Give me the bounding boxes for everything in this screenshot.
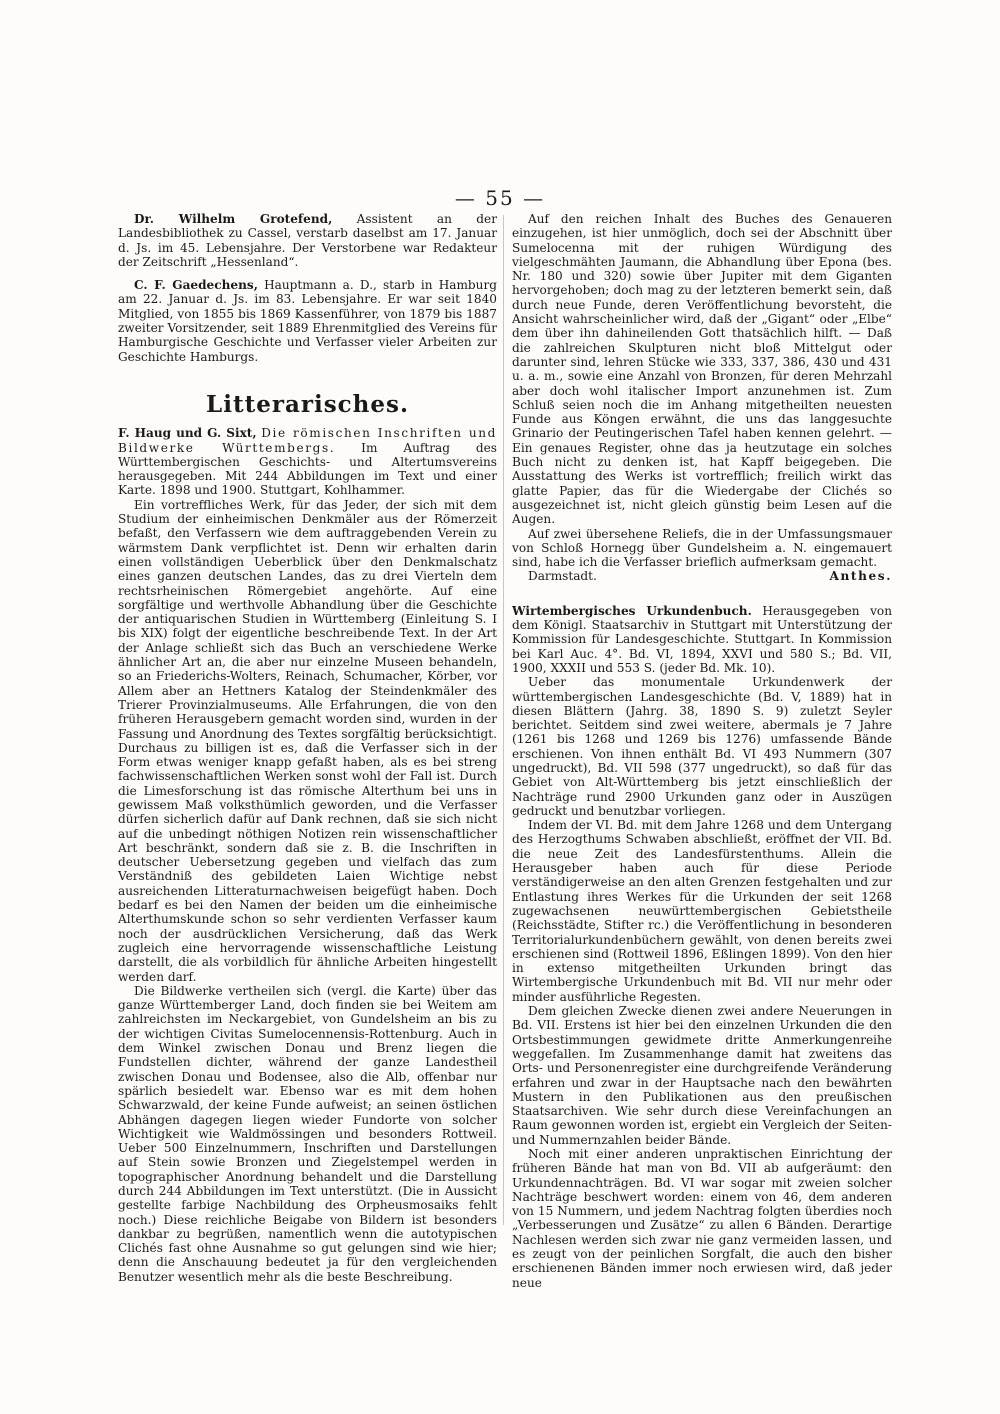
- left-column: [118, 212, 497, 1284]
- review-paragraph: Die Bildwerke vertheilen sich (vergl. die Karte) über das ganze Württemberger Land, doch finden sie bei Weitem am zahlreichsten im Neckargebiet, von Gundelsheim an bis zu der wichtigen Civitas Sumelocennensis-Rottenburg. Auch in dem Winkel zwischen Donau und Brenz liegen die Fundstellen dichter, während der ganze Landestheil zwischen Donau und Bodensee, also die Alb, offenbar nur spärlich besiedelt war. Ebenso war es mit dem hohen Schwarzwald, der keine Funde aufweist; an seinen östlichen Abhängen dagegen liegen wieder Fundorte von solcher Wichtigkeit wie Waldmössingen und besonders Rottweil. Ueber 500 Einzelnummern, Inschriften und Darstellungen auf Stein sowie Bronzen und Ziegelstempel werden in topographischer Anordnung behandelt und die Darstellung durch 244 Abbildungen im Text unterstützt. (Die in Aussicht gestellte farbige Nachbildung des Orpheusmosaiks fehlt noch.) Diese reichliche Beigabe von Bildern ist besonders dankbar zu begrüßen, namentlich wenn die autotypischen Clichés fast ohne Ausnahme so gut gelungen sind wie hier; denn die Anschauung bedeutet ja für den vergleichenden Benutzer wesentlich mehr als die beste Beschreibung.: [118, 983, 497, 1284]
- obituary-gaedechens: [118, 278, 497, 364]
- review-paragraph: Ueber das monumentale Urkundenwerk der württembergischen Landesgeschichte (Bd. V, 1889) hat in diesen Blättern (Jahrg. 38, 1890 S. 9) zuletzt Seyler berichtet. Seitdem sind zwei weitere, abermals je 7 Jahre (1261 bis 1268 und 1269 bis 1276) umfassende Bände erschienen. Von ihnen enthält Bd. VI 493 Nummern (307 ungedruckt), Bd. VII 598 (377 ungedruckt), so daß für das Gebiet von Alt-Württemberg bis jetzt einschließlich der Nachträge rund 2900 Urkunden ganz oder in Auszügen gedruckt und benutzbar vorliegen.: [512, 675, 892, 818]
- review-title: Die römischen Inschriften und Bildwerke Württembergs.: [118, 426, 497, 455]
- obituary-text: Hauptmann a. D., starb in Hamburg am 22. Januar d. Js. im 83. Lebensjahre. Er war seit 1840 Mitglied, von 1855 bis 1869 Kassenführer, von 1879 bis 1887 zweiter Vorsitzender, seit 1889 Ehrenmitglied des Vereins für Hamburgische Geschichte und Verfasser vieler Arbeiten zur Geschichte Hamburgs.: [118, 278, 497, 364]
- review-authors: F. Haug und G. Sixt,: [118, 426, 257, 441]
- review-paragraph: Dem gleichen Zwecke dienen zwei andere Neuerungen in Bd. VII. Erstens ist hier bei den einzelnen Urkunden die den Ortsbestimmungen gewidmete dritte Anmerkungenreihe weggefallen. Im Zusammenhange damit hat zweitens das Orts- und Personenregister eine durchgreifende Veränderung erfahren und zwar in der Hauptsache nach den bewährten Mustern in den Publikationen aus den preußischen Staatsarchiven. Wie sehr durch diese Vereinfachungen an Raum gewonnen worden ist, ergiebt ein Vergleich der Seiten- und Nummernzahlen beider Bände.: [512, 1004, 892, 1147]
- review-signature-row: [512, 569, 892, 583]
- review-place: Darmstadt.: [528, 569, 597, 584]
- review-paragraph: Ein vortreffliches Werk, für das Jeder, der sich mit dem Studium der einheimischen Denkmäler aus der Römerzeit befaßt, den Verfassern wie dem auftraggebenden Verein zu wärmstem Dank verpflichtet ist. Denn wir erhalten darin einen vollständigen Ueberblick über den Denkmalschatz eines ganzen deutschen Landes, das zu drei Vierteln dem rechtsrheinischen Römergebiet angehörte. Auf eine sorgfältige und werthvolle Abhandlung über die Geschichte der antiquarischen Studien in Württemberg (Einleitung S. I bis XIX) folgt der eigentliche beschreibende Text. In der Art der Anlage schließt sich das Buch an verschiedene Werke ähnlicher Art an, die aber nur einzelne Museen behandeln, so an Friederichs-Wolters, Reinach, Schumacher, Körber, vor Allem aber an Hettners Katalog der Steindenkmäler des Trierer Provinzialmuseums. Alle Erfahrungen, die von den früheren Herausgebern gemacht worden sind, wurden in der Fassung und Anordnung des Textes sorgfältig berücksichtigt. Durchaus zu billigen ist es, daß die Verfasser sich in der Form etwas weniger knapp gefaßt haben, als es bei streng fachwissenschaftlichen Werken sonst wohl der Fall ist. Durch die Limesforschung ist das römische Alterthum bei uns in gewissem Maß volksthümlich geworden, und die Verfasser dürfen sicherlich dafür auf Dank rechnen, daß sie sich nicht auf die unbedingt nöthigen Notizen rein wissenschaftlicher Art beschränkt, sondern daß sie z. B. die Inschriften in deutscher Uebersetzung gegeben und vielfach das zum Verständniß des gebildeten Laien Wichtige nebst ausreichenden Litteraturnachweisen beigefügt haben. Doch bedarf es bei den Namen der beiden um die einheimische Alterthumskunde schon so sehr verdienten Verfasser kaum noch der ausdrücklichen Versicherung, daß das Werk zugleich eine hervorragende wissenschaftliche Leistung darstellt, die als vorbildlich für ähnliche Arbeiten hingestellt werden darf.: [118, 497, 497, 984]
- right-column: [512, 212, 892, 1290]
- review-paragraph: Noch mit einer anderen unpraktischen Einrichtung der früheren Bände hat man von Bd. VII ab aufgeräumt: den Urkundennachträgen. Bd. VI war sogar mit zweien solcher Nachträge beschwert worden: einem von 46, dem anderen von 15 Nummern, und jedem Nachtrag folgten überdies noch „Verbesserungen und Zusätze“ zu allen 6 Bänden. Derartige Nachlesen werden sich zwar nie ganz vermeiden lassen, und es zeugt von der peinlichen Sorgfalt, die auch den bisher erschienenen Bänden immer noch erwiesen wird, daß jeder neue: [512, 1147, 892, 1290]
- review-biblio: Herausgegeben von dem Königl. Staatsarchiv in Stuttgart mit Unterstützung der Kommission für Landesgeschichte. Stuttgart. In Kommission bei Karl Auc. 4°. Bd. VI, 1894, XXVI und 580 S.; Bd. VII, 1900, XXXII und 553 S. (jeder Bd. Mk. 10).: [512, 603, 892, 675]
- obituary-name: C. F. Gaedechens,: [134, 278, 258, 293]
- page-number: — 55 —: [454, 186, 546, 210]
- review-biblio: Im Auftrag des Württembergischen Geschichts- und Altertumsvereins herausgegeben. Mit 244 Abbildungen im Text und einer Karte. 1898 und 1900. Stuttgart, Kohlhammer.: [118, 440, 497, 498]
- section-heading: Litterarisches.: [206, 390, 409, 418]
- column-divider: [503, 215, 504, 1225]
- review-paragraph: Auf zwei übersehene Reliefs, die in der Umfassungsmauer von Schloß Hornegg über Gundelsheim a. N. eingemauert sind, habe ich die Verfasser brieflich aufmerksam gemacht.: [512, 526, 892, 570]
- review-header: [512, 604, 892, 675]
- obituary-text: Assistent an der Landesbibliothek zu Cassel, verstarb daselbst am 17. Januar d. Js. im 45. Lebensjahre. Der Verstorbene war Redakteur der Zeitschrift „Hessenland“.: [118, 212, 497, 269]
- obituary-grotefend: [118, 212, 497, 269]
- review-paragraph: Indem der VI. Bd. mit dem Jahre 1268 und dem Untergang des Herzogthums Schwaben abschließt, eröffnet der VII. Bd. die neue Zeit des Landesfürstenthums. Allein die Herausgeber haben auch für diese Periode verständigerweise an den alten Grenzen festgehalten und zur Entlastung ihres Werkes für die Urkunden der seit 1268 zugewachsenen neuwürttembergischen Gebietstheile (Reichsstädte, Stifter rc.) die Veröffentlichung in besonderen Territorialurkundenbüchern gewählt, von denen bereits zwei erschienen sind (Rottweil 1896, Eßlingen 1899). Von den hier in extenso mitgetheilten Urkunden bringt das Wirtembergische Urkundenbuch mit Bd. VII nur mehr oder minder ausführliche Regesten.: [512, 818, 892, 1004]
- review-signature: Anthes.: [829, 569, 892, 584]
- review-title: Wirtembergisches Urkundenbuch.: [512, 603, 752, 618]
- review-paragraph: Auf den reichen Inhalt des Buches des Genaueren einzugehen, ist hier unmöglich, doch sei der Abschnitt über Sumelocenna mit der ruhigen Würdigung des vielgeschmähten Jaumann, die Abhandlung über Epona (bes. Nr. 180 und 320) sowie über Jupiter mit dem Giganten hervorgehoben; doch mag zu der letzteren bemerkt sein, daß durch neue Funde, deren Veröffentlichung bevorsteht, die Ansicht wahrscheinlicher wird, daß der „Gigant“ oder „Elbe“ dem über ihn dahineilenden Gott thatsächlich hilft. — Daß die zahlreichen Skulpturen nicht bloß Mittelgut oder darunter sind, lehren Stücke wie 333, 337, 386, 430 und 431 u. a. m., sowie eine Anzahl von Bronzen, für deren Mehrzahl aber doch wohl italischer Import anzunehmen ist. Zum Schluß seien noch die im Anhang mitgetheilten neuesten Funde aus Köngen erwähnt, die uns das langgesuchte Grinario der Peutingerischen Tafel haben kennen gelehrt. — Ein genaues Register, ohne das ja heutzutage ein solches Buch nicht zu denken ist, hat Kapff beigegeben. Die Ausstattung des Werks ist vortrefflich; freilich wirkt das glatte Papier, das für die Wiedergabe der Clichés so ausgezeichnet ist, nicht gleich günstig beim Lesen auf die Augen.: [512, 212, 892, 527]
- obituary-name: Dr. Wilhelm Grotefend,: [134, 212, 333, 226]
- review-header: [118, 426, 497, 497]
